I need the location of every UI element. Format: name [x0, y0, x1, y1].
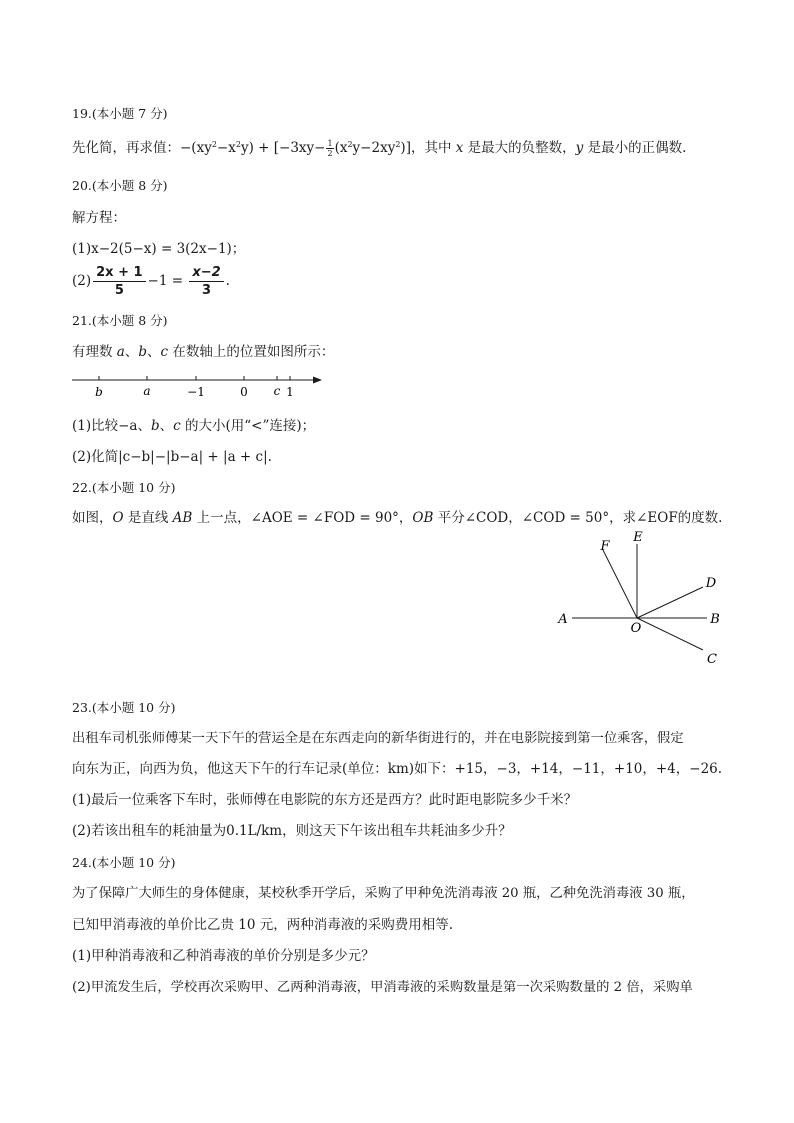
q22-header: 22.(本小题 10 分)	[72, 480, 176, 495]
q20-fraction-2: $\frac{x-2}{3}$	[189, 264, 223, 299]
number-line	[66, 370, 328, 402]
q20-header: 20.(本小题 8 分)	[72, 178, 168, 193]
ray-OD	[637, 587, 703, 618]
q21-intro: 有理数 a、b、c 在数轴上的位置如图所示：	[72, 344, 335, 360]
label-zero: 0	[240, 385, 248, 399]
label-B: B	[710, 612, 720, 627]
label-F: F	[600, 539, 610, 554]
q24-subquestion-2: (2)甲流发生后，学校再次采购甲、乙两种消毒液，甲消毒液的采购数量是第一次采购数量的 2 倍，采购单	[72, 980, 693, 995]
ray-OF	[603, 550, 637, 618]
q20-equation-1: (1)x−2(5−x) = 3(2x−1)；	[72, 241, 246, 257]
q23-line-2: 向东为正，向西为负，他这天下午的行车记录(单位：km)如下：+15，−3，+14，−11，+10，+4，−26.	[72, 761, 723, 777]
q24-line-1: 为了保障广大师生的身体健康，某校秋季开学后，采购了甲种免洗消毒液 20 瓶，乙种免洗消毒液 30 瓶，	[72, 886, 695, 901]
label-one: 1	[286, 385, 294, 399]
q21-subquestion-2: (2)化简|c−b|−|b−a| + |a + c|.	[72, 449, 272, 465]
label-a: a	[143, 384, 151, 398]
label-A: A	[558, 612, 568, 627]
label-c: c	[273, 384, 281, 398]
q24-line-2: 已知甲消毒液的单价比乙贵 10 元，两种消毒液的采购费用相等.	[72, 917, 454, 933]
q23-subquestion-1: (1)最后一位乘客下车时，张师傅在电影院的东方还是西方？此时距电影院多少千米？	[72, 792, 578, 808]
q20-fraction-1: $\frac{2x + 1}{5}$	[93, 264, 145, 299]
q21-subquestion-1: (1)比较−a、b、c 的大小(用“<”连接)；	[72, 418, 316, 434]
q22-text: 如图，O 是直线 AB 上一点，∠AOE = ∠FOD = 90°，OB 平分∠COD，∠COD = 50°，求∠EOF的度数.	[72, 510, 723, 526]
q19-header: 19.(本小题 7 分)	[72, 106, 168, 121]
q24-header: 24.(本小题 10 分)	[72, 855, 176, 870]
q24-subquestion-1: (1)甲种消毒液和乙种消毒液的单价分别是多少元？	[72, 948, 375, 964]
q21-header: 21.(本小题 8 分)	[72, 313, 168, 328]
number-line-arrow	[313, 377, 322, 384]
label-E: E	[633, 530, 643, 545]
q19-fraction: $\frac{1}{2}$	[327, 139, 333, 158]
label-b: b	[95, 385, 103, 399]
q23-line-1: 出租车司机张师傅某一天下午的营运全是在东西走向的新华街进行的，并在电影院接到第一位乘客，假定	[72, 731, 684, 746]
q23-header: 23.(本小题 10 分)	[72, 700, 176, 715]
q20-intro: 解方程：	[72, 210, 126, 226]
label-O: O	[630, 621, 642, 636]
label-D: D	[705, 576, 717, 591]
q20-equation-2: (2) $\frac{2x + 1}{5} -1$ = $\frac{x-2}{3}$ .	[72, 265, 230, 298]
angle-figure	[550, 528, 730, 670]
q19-text: 先化简，再求值：$-(xy^2-x^2y) + [-3xy-$ $\frac{1}{2}(x^2y-2xy^2)$]，其中 x 是最大的负整数，y 是最小的正偶数.	[72, 139, 687, 158]
label-C: C	[707, 652, 717, 667]
ray-OC	[637, 618, 703, 650]
label-minus-one: −1	[187, 385, 205, 399]
q23-subquestion-2: (2)若该出租车的耗油量为0.1L/km，则这天下午该出租车共耗油多少升？	[72, 823, 512, 839]
